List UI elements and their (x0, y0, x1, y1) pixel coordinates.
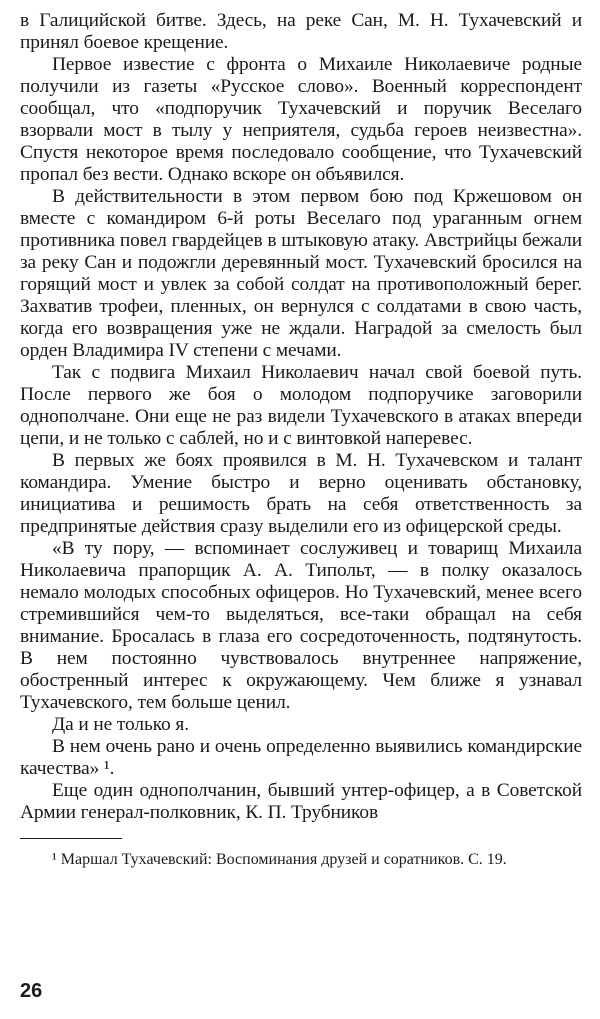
body-text (20, 10, 582, 824)
paragraph: Да и не только я. (52, 714, 189, 735)
paragraph: Так с подвига Михаил Николаевич начал свой боевой путь. После первого же боя о молодом подпоручике заговорили однополчане. Они еще не раз видели Тухачевского в атаках впереди цепи, и не только с саблей, но и с винтовкой наперевес. (20, 362, 582, 449)
paragraph: В первых же боях проявился в М. Н. Тухачевском и талант командира. Умение быстро и верно оценивать обстановку, инициатива и решимость брать на себя ответственность за предпринятые действия сразу выделили его из офицерской среды. (20, 450, 582, 537)
paragraph: В действительности в этом первом бою под Кржешовом он вместе с командиром 6-й роты Веселаго под ураганным огнем противника повел гвардейцев в штыковую атаку. Австрийцы бежали за реку Сан и подожгли деревянный мост. Тухачевский бросился на горящий мост и увлек за собой солдат на противоположный берег. Захватив трофеи, пленных, он вернулся с солдатами в свою часть, когда его возвращения уже не ждали. Наградой за смелость был орден Владимира IV степени с мечами. (20, 186, 582, 361)
paragraph: в Галицийской битве. Здесь, на реке Сан, М. Н. Тухачевский и принял боевое крещение. (20, 10, 582, 53)
paragraph: «В ту пору, — вспоминает сослуживец и товарищ Михаила Николаевича прапорщик А. А. Типольт, — в полку оказалось немало молодых способных офицеров. Но Тухачевский, менее всего стремившийся чем-то выделяться, все-таки обращал на себя внимание. Бросалась в глаза его сосредоточенность, подтянутость. В нем постоянно чувствовалось внутреннее напряжение, обостренный интерес к окружающему. Чем ближе я узнавал Тухачевского, тем больше ценил. (20, 538, 582, 713)
page-number: 26 (20, 980, 43, 1002)
paragraph: В нем очень рано и очень определенно выявились командирские качества» ¹. (20, 736, 582, 779)
paragraph: Первое известие с фронта о Михаиле Николаевиче родные получили из газеты «Русское слово». Военный корреспондент сообщал, что «подпоручик Тухачевский и поручик Веселаго взорвали мост в тылу у неприятеля, судьба героев неизвестна». Спустя некоторое время последовало сообщение, что Тухачевский пропал без вести. Однако вскоре он объявился. (20, 54, 582, 185)
footnote-divider (20, 838, 122, 839)
paragraph: Еще один однополчанин, бывший унтер-офицер, а в Советской Армии генерал-полковник, К. П. Трубников (20, 780, 582, 823)
footnote: ¹ Маршал Тухачевский: Воспоминания друзей и соратников. С. 19. (52, 851, 507, 868)
